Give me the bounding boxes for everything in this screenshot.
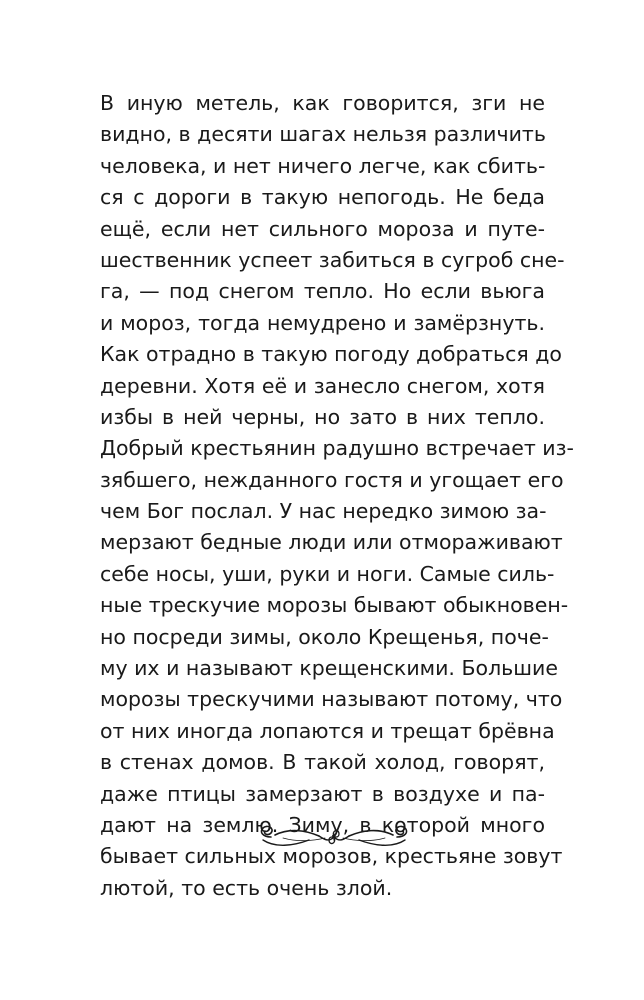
text-line: морозы трескучими называют потому, что <box>100 687 563 712</box>
text-line: и мороз, тогда немудрено и замёрзнуть. <box>100 310 545 335</box>
text-line: человека, и нет ничего легче, как сбить- <box>100 153 546 178</box>
text-line: в стенах домов. В такой холод, говорят, <box>100 750 545 775</box>
text-line: мерзают бедные люди или отмораживают <box>100 530 563 555</box>
text-line: от них иногда лопаются и трещат брёвна <box>100 718 555 743</box>
text-line: деревни. Хотя её и занесло снегом, хотя <box>100 373 545 398</box>
text-line: бывает сильных морозов, крестьяне зовут <box>100 844 563 869</box>
text-line: даже птицы замерзают в воздухе и па- <box>100 781 545 806</box>
text-line: Добрый крестьянин радушно встречает из- <box>100 436 574 461</box>
text-line: избы в ней черны, но зато в них тепло. <box>100 404 545 429</box>
text-line: му их и называют крещенскими. Большие <box>100 656 558 681</box>
text-line: но посреди зимы, около Крещенья, поче- <box>100 624 549 649</box>
text-line: Как отрадно в такую погоду добраться до <box>100 342 562 367</box>
text-line: га, — под снегом тепло. Но если вьюга <box>100 279 545 304</box>
body-paragraph <box>100 88 574 904</box>
flourish-divider-icon <box>253 820 415 854</box>
text-line: ся с дороги в такую непогодь. Не беда <box>100 185 545 210</box>
text-line: дают на землю. Зиму, в которой много <box>100 812 545 837</box>
text-line: ещё, если нет сильного мороза и путе- <box>100 216 545 241</box>
text-line: видно, в десяти шагах нельзя различить <box>100 122 546 147</box>
text-line: В иную метель, как говорится, зги не <box>100 91 545 115</box>
text-line: чем Бог послал. У нас нередко зимою за- <box>100 499 547 524</box>
text-line: шественник успеет забиться в сугроб сне- <box>100 247 565 272</box>
text-line: лютой, то есть очень злой. <box>100 875 393 900</box>
text-line: ные трескучие морозы бывают обыкновен- <box>100 593 569 618</box>
text-line: зябшего, нежданного гостя и угощает его <box>100 467 564 492</box>
text-line: себе носы, уши, руки и ноги. Самые силь- <box>100 561 555 586</box>
